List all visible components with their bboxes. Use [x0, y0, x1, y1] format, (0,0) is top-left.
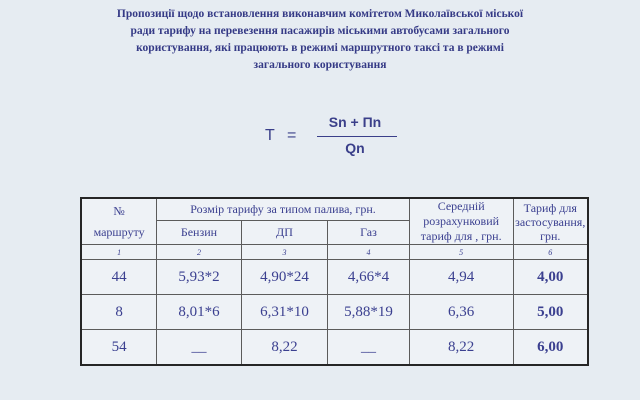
col-number: 4: [328, 245, 410, 260]
column-number-row: [81, 245, 588, 260]
header-route: [81, 198, 157, 245]
table-header-row: [81, 198, 588, 221]
formula-equals: =: [287, 127, 297, 144]
cell-diesel: 8,22: [241, 330, 328, 366]
header-avg-line-2: розрахунковий: [423, 214, 500, 228]
formula-denominator: Qn: [345, 140, 365, 156]
header-route-no: №: [113, 203, 125, 218]
cell-diesel: 6,31*10: [241, 295, 328, 330]
col-number: 2: [157, 245, 241, 260]
cell-gas: __: [328, 330, 410, 366]
header-fuel-group: Розмір тарифу за типом палива, грн.: [157, 198, 410, 221]
cell-route: 44: [81, 260, 157, 295]
col-number: 3: [241, 245, 328, 260]
cell-petrol: 8,01*6: [157, 295, 241, 330]
header-petrol: Бензин: [157, 221, 241, 245]
cell-tariff: 4,00: [513, 260, 588, 295]
cell-tariff: 5,00: [513, 295, 588, 330]
cell-tariff: 6,00: [513, 330, 588, 366]
title-line-3: користування, які працюють в режимі маршрутного таксі та в режимі: [136, 42, 504, 54]
header-avg-line-3: тариф для , грн.: [420, 229, 502, 243]
header-diesel: ДП: [241, 221, 328, 245]
cell-avg: 8,22: [409, 330, 513, 366]
cell-avg: 6,36: [409, 295, 513, 330]
header-apply-line-3: грн.: [540, 228, 561, 243]
formula-fraction-bar: [317, 136, 397, 137]
col-number: 5: [409, 245, 513, 260]
header-apply-line-1: Тариф для: [523, 200, 577, 215]
table-row: [81, 295, 588, 330]
document-title: [20, 6, 620, 74]
header-gas: Газ: [328, 221, 410, 245]
cell-petrol: 5,93*2: [157, 260, 241, 295]
header-route-word: маршруту: [93, 224, 145, 239]
col-number: 6: [513, 245, 588, 260]
cell-petrol: __: [157, 330, 241, 366]
col-number: 1: [81, 245, 157, 260]
table-row: [81, 330, 588, 366]
cell-diesel: 4,90*24: [241, 260, 328, 295]
header-apply-line-2: застосування,: [515, 214, 586, 229]
header-apply-tariff: [513, 198, 588, 245]
cell-route: 54: [81, 330, 157, 366]
cell-gas: 4,66*4: [328, 260, 410, 295]
formula-numerator: Sn + Пn: [328, 114, 382, 130]
formula-lhs: T: [265, 127, 275, 144]
header-avg-tariff: [409, 198, 513, 245]
cell-avg: 4,94: [409, 260, 513, 295]
table-row: [81, 260, 588, 295]
header-avg-line-1: Середній: [437, 199, 485, 213]
cell-route: 8: [81, 295, 157, 330]
title-line-1: Пропозиції щодо встановлення виконавчим комітетом Миколаївської міської: [116, 8, 524, 20]
title-line-4: загального користування: [253, 59, 387, 71]
tariff-formula: [255, 112, 415, 162]
tariff-table: [80, 197, 589, 366]
cell-gas: 5,88*19: [328, 295, 410, 330]
title-line-2: ради тарифу на перевезення пасажирів міськими автобусами загального: [130, 25, 510, 37]
